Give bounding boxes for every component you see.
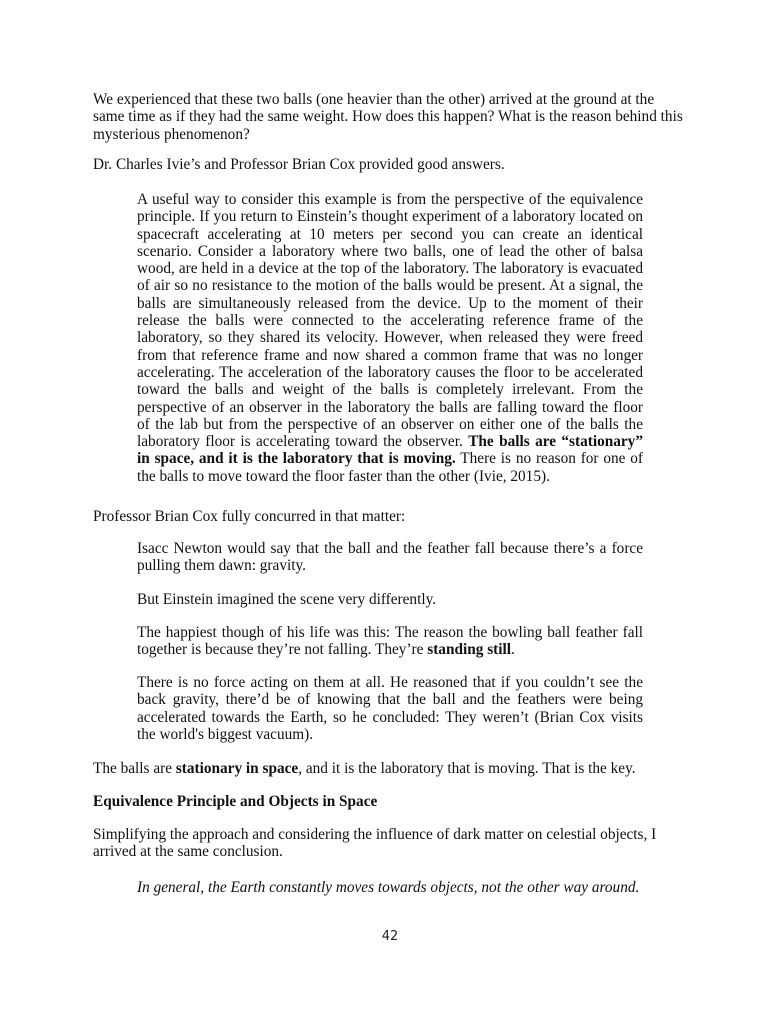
cox-quote-happiest-thought <box>137 624 643 659</box>
cox-intro-paragraph: Professor Brian Cox fully concurred in that matter: <box>93 508 406 525</box>
standing-still-bold: standing still <box>427 641 511 659</box>
stationary-in-space-bold: stationary in space <box>175 760 299 777</box>
answers-intro-paragraph: Dr. Charles Ivie’s and Professor Brian Cox provided good answers. <box>93 156 505 173</box>
happiest-thought-end: . <box>511 641 515 659</box>
intro-paragraph: We experienced that these two balls (one heavier than the other) arrived at the ground at the same time as if they had the same weight. How does this happen? What is the reason behind this mysterious phenomenon? <box>93 91 683 143</box>
ivie-quote-bold-text: The balls are “stationary” in space, and it is the laboratory that is moving. <box>137 433 643 468</box>
ivie-quote-text: A useful way to consider this example is from the perspective of the equivalence principle. If you return to Einstein’s thought experiment of a laboratory located on spacecraft accelerating at 10 meters per second you can create an identical scenario. Consider a laboratory where two balls, one of lead the other of balsa wood, are held in a device at the top of the laboratory. The laboratory is evacuated of air so no resistance to the motion of the balls would be present. At a signal, the balls are simultaneously released from the device. Up to the moment of their release the balls were connected to the accelerating reference frame of the laboratory, so they shared its velocity. However, when released they were freed from that reference frame and now shared a common frame that was no longer accelerating. The acceleration of the laboratory causes the floor to be accelerated toward the balls and weight of the balls is completely irrelevant. From the perspective of an observer in the laboratory the balls are falling toward the floor of the lab but from the perspective of an observer on either one of the balls the laboratory floor is accelerating toward the observer. <box>137 191 643 451</box>
cox-quote-einstein: But Einstein imagined the scene very differently. <box>137 591 437 608</box>
key-conclusion-text: The balls are <box>93 760 176 777</box>
key-conclusion-end: , and it is the laboratory that is moving. That is the key. <box>298 760 636 777</box>
key-conclusion-paragraph <box>93 760 685 777</box>
ivie-quote-text-end: There is no reason for one of the balls to move toward the floor faster than the other (Ivie, 2015). <box>137 450 643 485</box>
section-heading: Equivalence Principle and Objects in Space <box>93 793 378 810</box>
cox-quote-newton: Isacc Newton would say that the ball and the feather fall because there’s a force pulling them dawn: gravity. <box>137 540 643 575</box>
earth-moves-italic-quote: In general, the Earth constantly moves towards objects, not the other way around. <box>137 879 640 896</box>
ivie-quote-block <box>137 191 643 485</box>
page-number: 42 <box>381 929 399 944</box>
cox-quote-no-force: There is no force acting on them at all. He reasoned that if you couldn’t see the back gravity, there’d be of knowing that the ball and the feathers were being accelerated towards the Earth, so he concluded: They weren’t (Brian Cox visits the world's biggest vacuum). <box>137 674 643 743</box>
happiest-thought-text: The happiest though of his life was this: The reason the bowling ball feather fall together is because they’re not falling. They’re <box>137 624 643 659</box>
simplifying-paragraph: Simplifying the approach and considering the influence of dark matter on celestial objects, I arrived at the same conclusion. <box>93 826 657 861</box>
